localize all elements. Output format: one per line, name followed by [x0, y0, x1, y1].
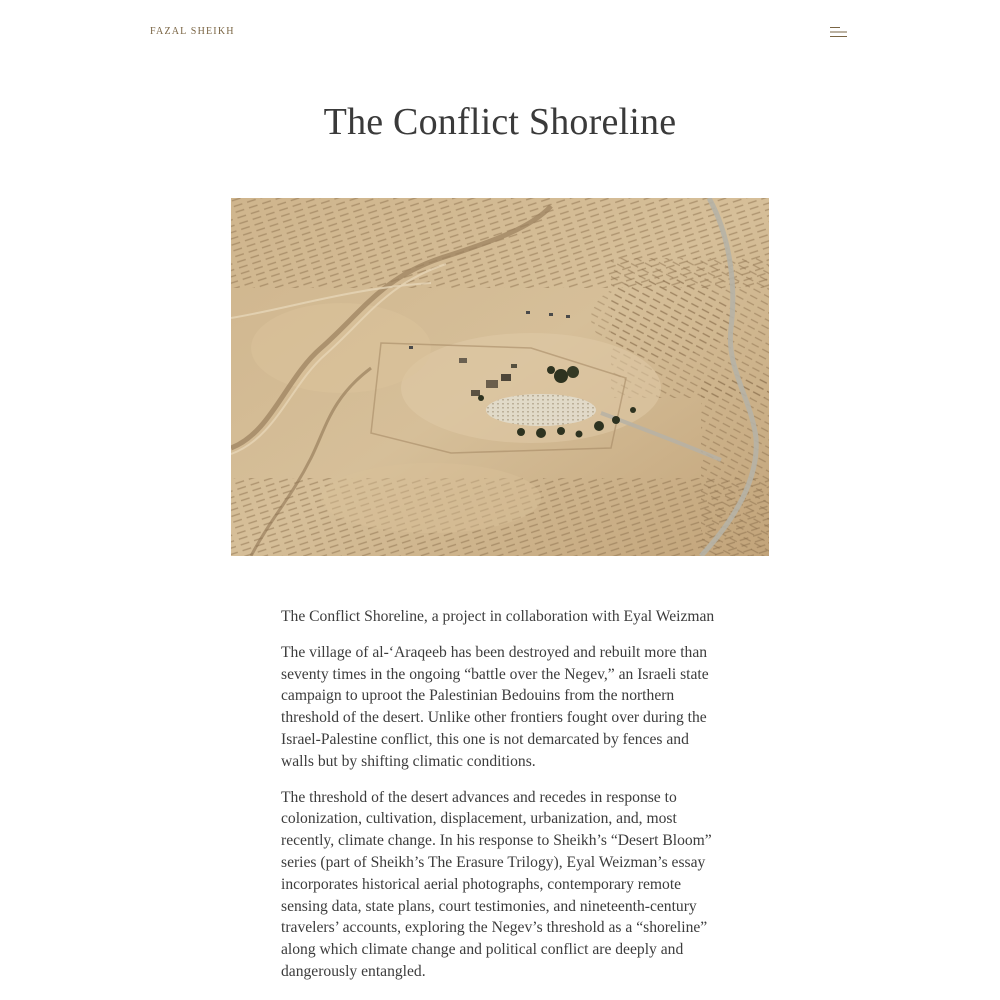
- article-intro: The Conflict Shoreline, a project in collaboration with Eyal Weizman: [281, 608, 715, 625]
- aerial-desert-photograph: [231, 198, 769, 556]
- article-body: [281, 606, 723, 997]
- site-name-link[interactable]: FAZAL SHEIKH: [150, 26, 235, 37]
- page-title: The Conflict Shoreline: [323, 101, 677, 143]
- article-paragraph: The village of al-‘Araqeeb has been destroyed and rebuilt more than seventy times in the ongoing “battle over the Negev,” an Israeli state campaign to uproot the Palestinian Bedouins from the northern threshold of the desert. Unlike other frontiers fought over during the Israel-Palestine conflict, this one is not demarcated by fences and walls but by shifting climatic conditions.: [281, 643, 709, 770]
- hero-image: [231, 198, 769, 556]
- menu-button[interactable]: [828, 24, 848, 40]
- hamburger-menu-icon: [828, 24, 848, 40]
- article-paragraph: The threshold of the desert advances and recedes in response to colonization, cultivation, displacement, urbanization, and, most recently, climate change. In his response to Sheikh’s “Desert Bloom” series (part of Sheikh’s The Erasure Trilogy), Eyal Weizman’s essay incorporates historical aerial photographs, contemporary remote sensing data, state plans, court testimonies, and nineteenth-century travelers’ accounts, exploring the Negev’s threshold as a “shoreline” along which climate change and political conflict are deeply and dangerously entangled.: [281, 788, 712, 980]
